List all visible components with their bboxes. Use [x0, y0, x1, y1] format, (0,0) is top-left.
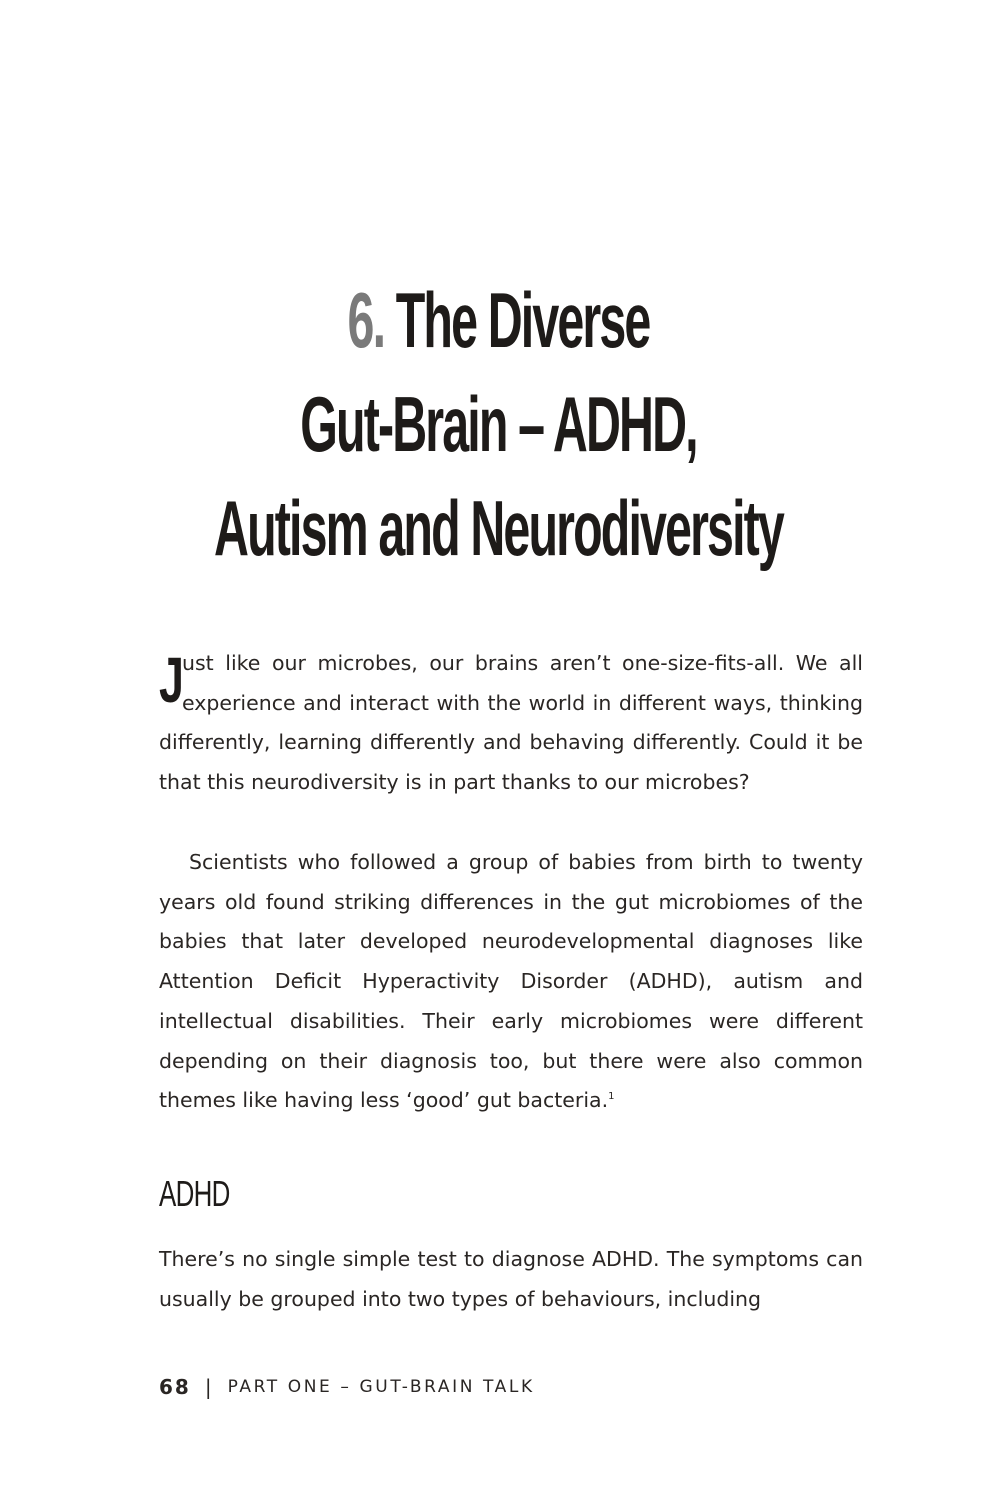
page-number: 68 — [159, 1375, 191, 1399]
chapter-title-line-1 — [189, 268, 807, 372]
intro-paragraph — [159, 644, 863, 803]
chapter-title-line-3: Autism and Neurodiversity — [214, 484, 783, 572]
body-paragraph-2 — [159, 843, 863, 1121]
chapter-title-text-1: The Diverse — [395, 276, 650, 364]
footnote-reference[interactable]: 1 — [608, 1091, 615, 1103]
intro-paragraph-text: ust like our microbes, our brains aren’t one-size-fits-all. We all experience and interact with the world in different ways, thinking differently, learning differently and behaving differently. Could it be that this neurodiversity is in part thanks to our microbes? — [159, 651, 863, 795]
footer-separator: | — [204, 1375, 212, 1399]
chapter-number: 6. — [347, 276, 385, 364]
page-footer — [159, 1372, 535, 1402]
running-head: PART ONE – GUT-BRAIN TALK — [227, 1377, 535, 1397]
drop-cap: J — [159, 644, 184, 716]
section-paragraph: There’s no single simple test to diagnose ADHD. The symptoms can usually be grouped into two types of behaviours, including — [159, 1247, 863, 1311]
chapter-title — [189, 268, 807, 580]
chapter-title-line-2: Gut-Brain – ADHD, — [300, 380, 697, 468]
body-paragraph-2-text: Scientists who followed a group of babies from birth to twenty years old found striking differences in the gut microbiomes of the babies that later developed neurodevelopmental diagnoses like Attention Deficit Hyperactivity Disorder (ADHD), autism and intellectual disabilities. Their early microbiomes were different depending on their diagnosis too, but there were also common themes like having less ‘good’ gut bacteria. — [159, 850, 863, 1113]
section-heading: ADHD — [159, 1173, 230, 1214]
